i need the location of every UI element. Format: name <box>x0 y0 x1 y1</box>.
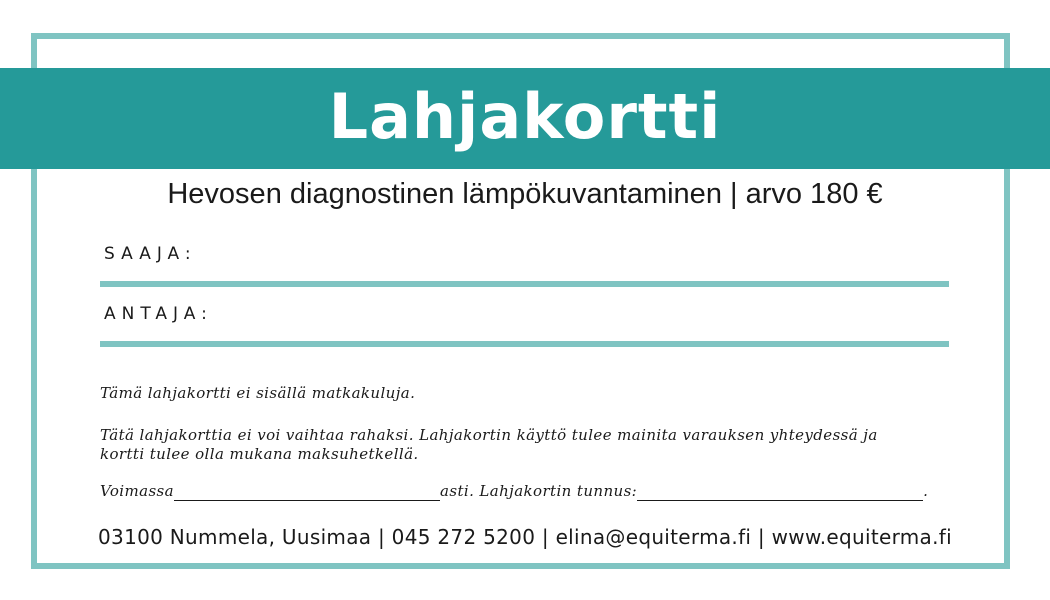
card-title: Lahjakortti <box>328 80 722 153</box>
validity-line <box>100 482 950 501</box>
recipient-label: SAAJA: <box>104 244 197 264</box>
giver-line <box>100 341 949 347</box>
giver-label: ANTAJA: <box>104 304 213 324</box>
title-band <box>0 68 1050 169</box>
contact-footer: 03100 Nummela, Uusimaa | 045 272 5200 | elina@equiterma.fi | www.equiterma.fi <box>98 525 952 549</box>
card-subtitle: Hevosen diagnostinen lämpökuvantaminen | arvo 180 € <box>167 178 883 210</box>
note-no-cash-line-1: Tätä lahjakorttia ei voi vaihtaa rahaksi. Lahjakortin käyttö tulee mainita varauksen yhteydessä ja <box>100 426 878 444</box>
note-travel-costs: Tämä lahjakortti ei sisällä matkakuluja. <box>100 384 416 402</box>
validity-end: . <box>923 482 929 500</box>
validity-prefix: Voimassa <box>100 482 174 500</box>
validity-middle: asti. Lahjakortin tunnus: <box>440 482 638 500</box>
note-no-cash-line-2: kortti tulee olla mukana maksuhetkellä. <box>100 445 419 463</box>
validity-date-blank <box>174 486 440 501</box>
card-code-blank <box>637 486 923 501</box>
recipient-line <box>100 281 949 287</box>
note-no-cash <box>100 426 950 464</box>
